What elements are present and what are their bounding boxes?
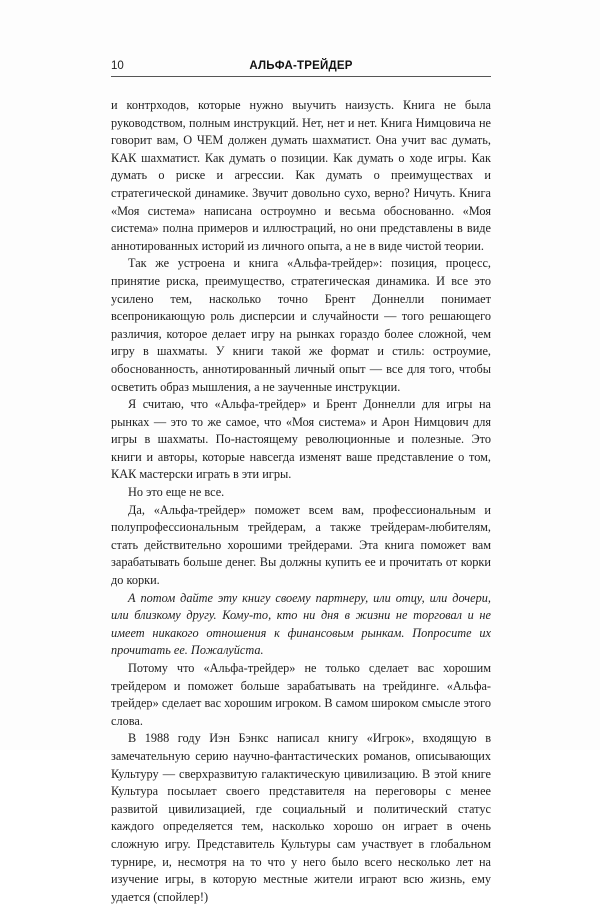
- paragraph: Я считаю, что «Альфа-трейдер» и Брент Доннелли для игры на рынках — это то же самое, что «Моя система» и Арон Нимцович для игры в шахматы. По-настоящему революционные и полезные. Это книги и авторы, которые навсегда изменят ваше представление о том, КАК мастерски играть в эти игры.: [111, 397, 491, 482]
- italic-paragraph: А потом дайте эту книгу своему партнеру, или отцу, или дочери, или близкому другу. Кому-то, кто ни дня в жизни не торговал и не имеет никакого отношения к финансовым рынкам. Попросите их прочитать ее. Пожалуйста.: [111, 590, 491, 658]
- body-text: [111, 97, 491, 906]
- header-rule: [111, 76, 491, 77]
- paragraph: Да, «Альфа-трейдер» поможет всем вам, профессиональным и полупрофессиональным трейдерам, а также трейдерам-любителям, стать действительно хорошими трейдерами. Эта книга поможет вам зарабатывать больше денег. Вы должны купить ее и прочитать от корки до корки.: [111, 502, 491, 588]
- running-head: [111, 60, 491, 80]
- running-title: АЛЬФА-ТРЕЙДЕР: [249, 60, 353, 72]
- paragraph: Потому что «Альфа-трейдер» не только сделает вас хорошим трейдером и поможет больше зарабатывать на трейдинге. «Альфа-трейдер» сделает вас хорошим игроком. В самом широком смысле этого слова.: [111, 661, 491, 728]
- paragraph: Так же устроена и книга «Альфа-трейдер»: позиция, процесс, принятие риска, преимущество, стратегическая динамика. И все это усилено тем, насколько точно Брент Доннелли понимает всепроникающую роль дисперсии и случайности — того решающего различия, которое делает игру на рынках гораздо более сложной, чем игру в шахматы. У книги такой же формат и стиль: остроумие, обоснованность, аннотированный личный опыт — все для того, чтобы осветить образ мышления, а не заученные инструкции.: [111, 256, 491, 394]
- page-number: 10: [111, 60, 124, 72]
- paragraph: Но это еще не все.: [128, 485, 225, 500]
- paragraph: В 1988 году Иэн Бэнкс написал книгу «Игрок», входящую в замечательную серию научно-фантастических романов, описывающих Культуру — сверхразвитую галактическую цивилизацию. В этой книге Культура посылает своего представителя на переговоры с менее развитой цивилизацией, где социальный и политический статус каждого определяется тем, насколько хорошо он играет в очень сложную игру. Представитель Культуры сам участвует в глобальном турнире, и, несмотря на то что у него было всего несколько лет на изучение игры, в которую местные жители играют всю жизнь, ему удается (спойлер!): [111, 731, 491, 904]
- paragraph-continued: и контрходов, которые нужно выучить наизусть. Книга не была руководством, полным инструкций. Нет, нет и нет. Книга Нимцовича не говорит вам, О ЧЕМ должен думать шахматист. Она учит вас думать, КАК шахматист. Как думать о позиции. Как думать о ходе игры. Как думать о риске и агрессии. Как думать о преимуществах и стратегической динамике. Звучит довольно сухо, верно? Ничуть. Книга «Моя система» написана остроумно и весьма обоснованно. «Моя система» полна примеров и иллюстраций, но они представлены в виде аннотированных историй из личного опыта, а не в виде чистой теории.: [111, 98, 491, 253]
